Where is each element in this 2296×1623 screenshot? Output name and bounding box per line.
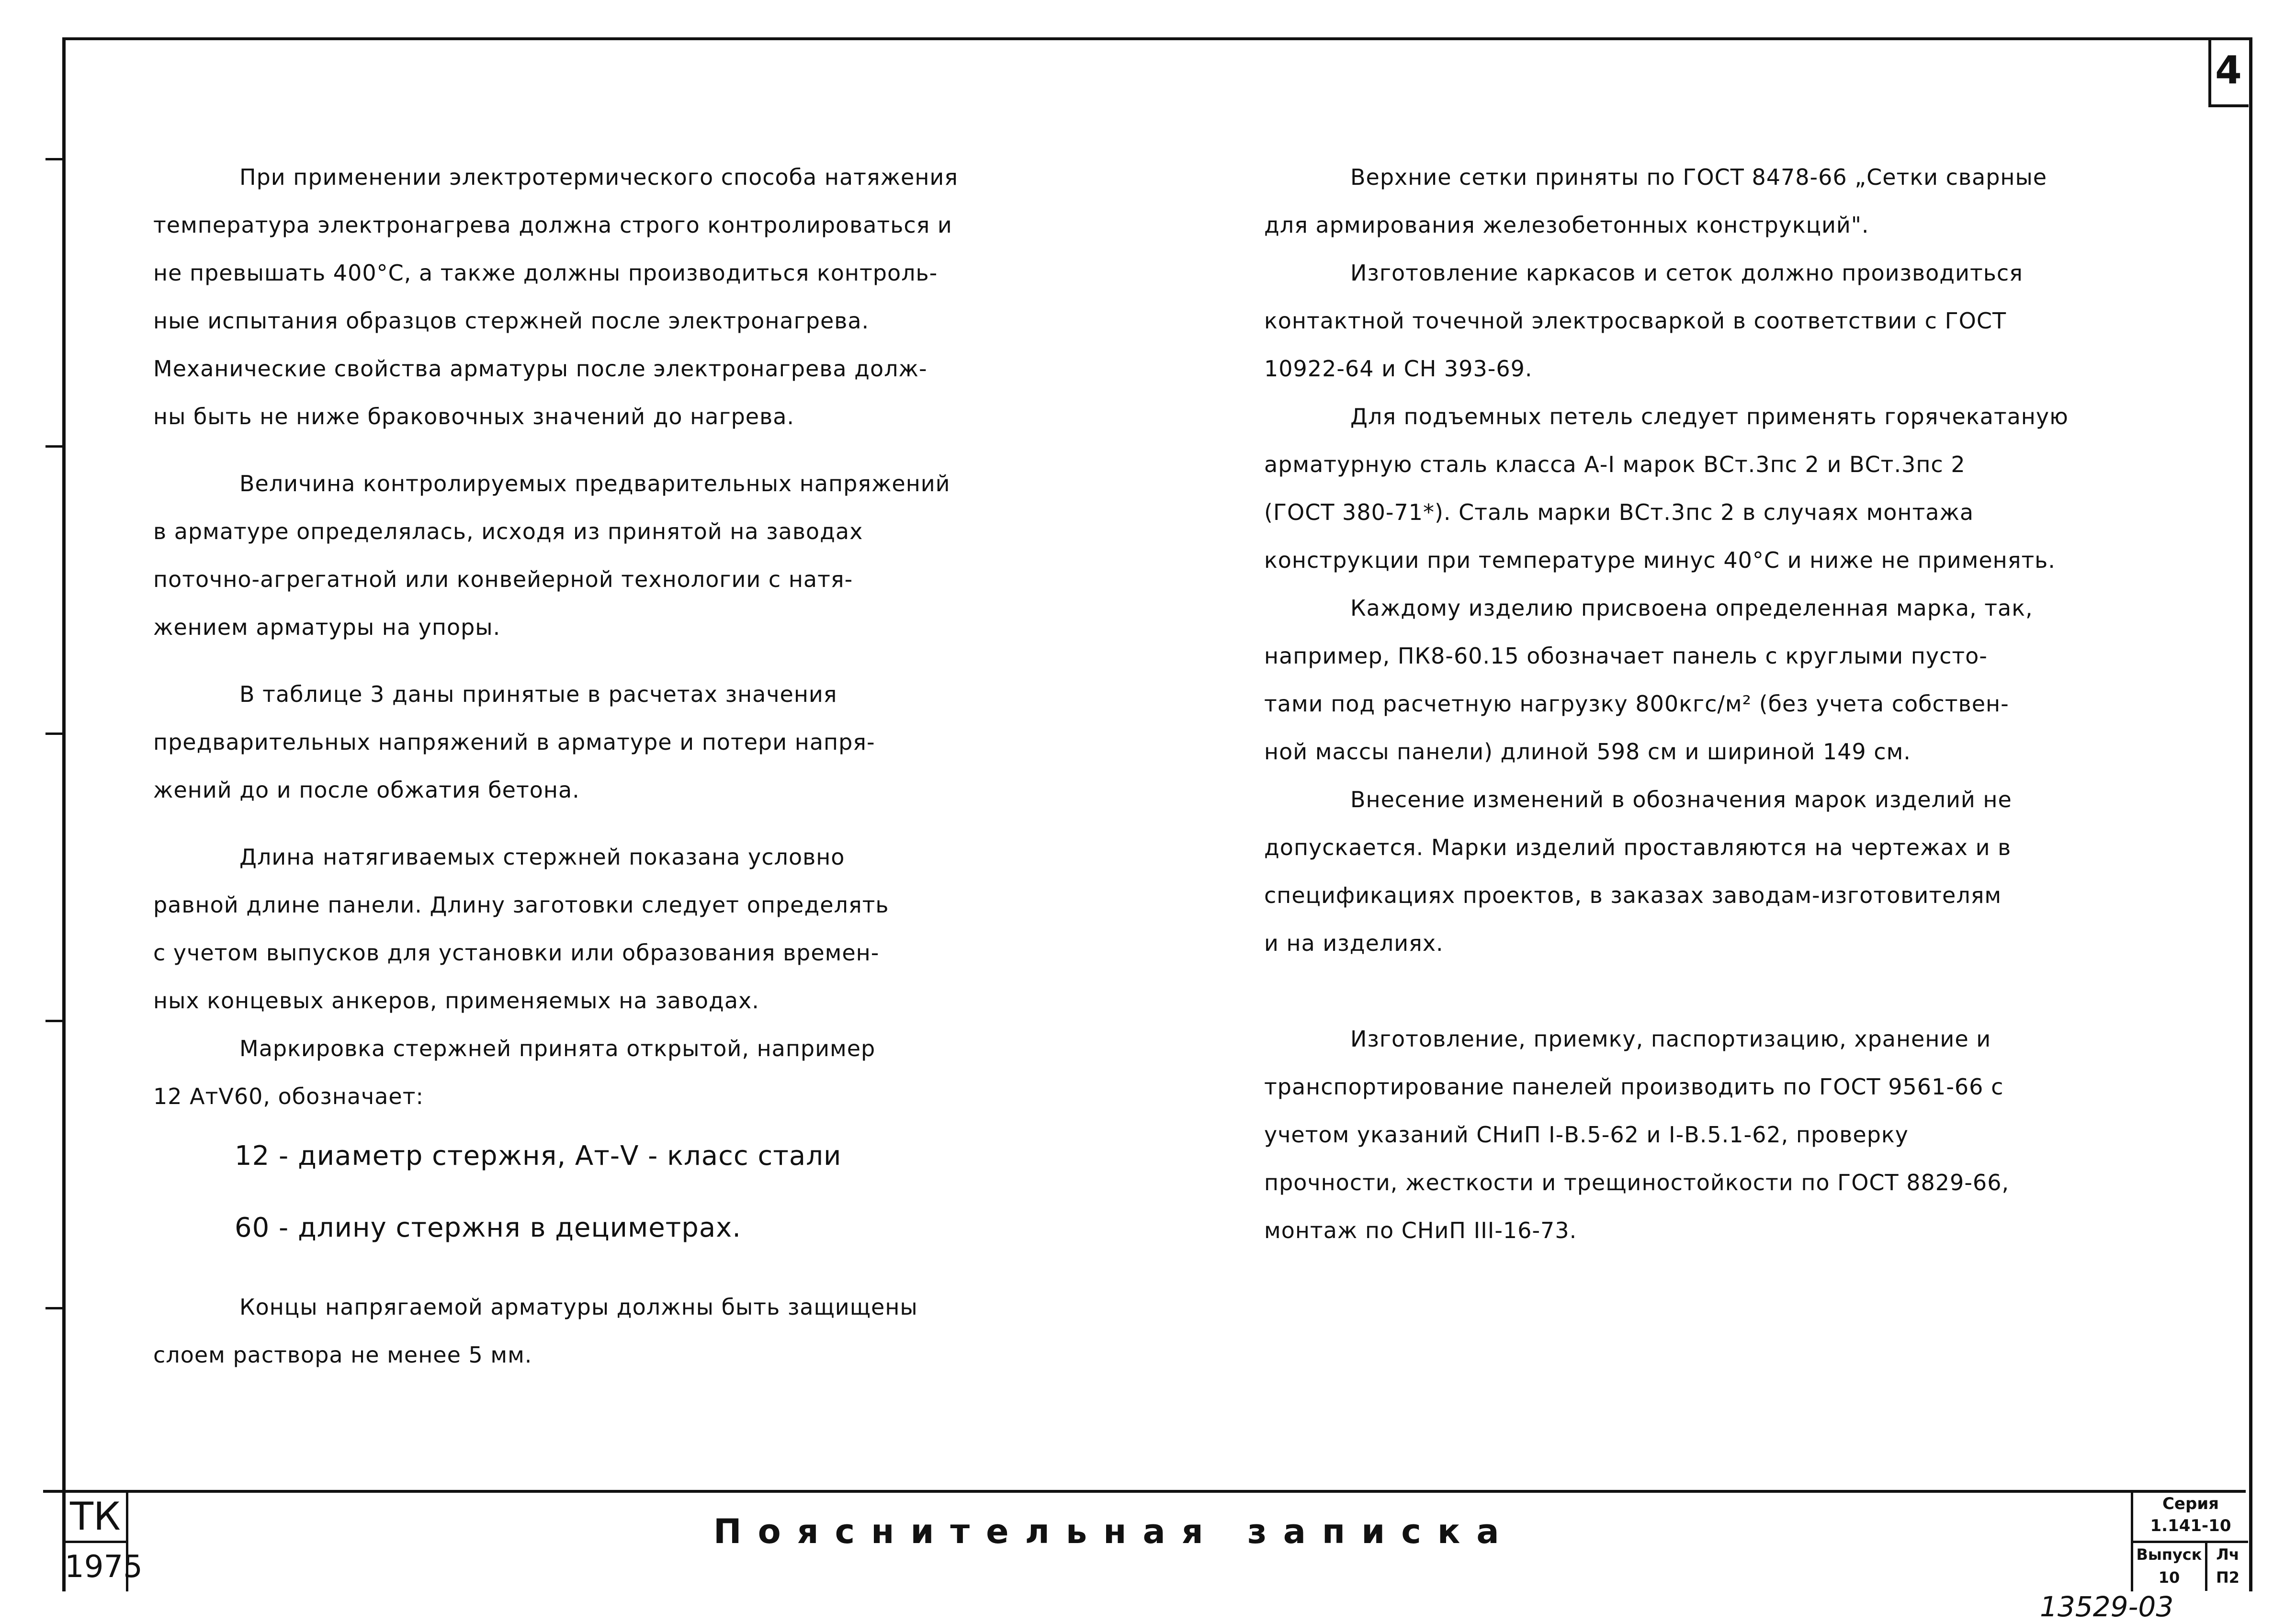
text-line: тами под расчетную нагрузку 800кгс/м² (без учета собствен- (1264, 691, 2009, 717)
text-line: учетом указаний СНиП I-В.5-62 и I-В.5.1-62, проверку (1264, 1122, 1909, 1148)
text-line: ной массы панели) длиной 598 см и шириной 149 см. (1264, 739, 1911, 765)
text-line: Концы напрягаемой арматуры должны быть защищены (239, 1294, 918, 1320)
text-line: 12 АтV60, обозначает: (153, 1083, 424, 1109)
series-cell (2133, 1493, 2248, 1543)
text-line: не превышать 400°C, а также должны производиться контроль- (153, 260, 938, 286)
sheet-cell (2207, 1543, 2248, 1591)
text-line: и на изделиях. (1264, 930, 1444, 956)
text-line: прочности, жесткости и трещиностойкости по ГОСТ 8829-66, (1264, 1170, 2010, 1195)
sheet-number: 4 (2215, 48, 2242, 92)
text-line: (ГОСТ 380-71*). Сталь марки ВСт.3пс 2 в случаях монтажа (1264, 499, 1974, 525)
text-line: Величина контролируемых предварительных напряжений (239, 471, 950, 496)
text-line: равной длине панели. Длину заготовки следует определять (153, 892, 889, 918)
text-line: транспортирование панелей производить по ГОСТ 9561-66 с (1264, 1074, 2004, 1100)
text-line: допускается. Марки изделий проставляются на чертежах и в (1264, 834, 2012, 860)
text-line: жением арматуры на упоры. (153, 614, 501, 640)
org-stamp (62, 1493, 143, 1591)
text-line: спецификациях проектов, в заказах заводам-изготовителям (1264, 882, 2002, 908)
year: 1975 (65, 1549, 143, 1585)
text-line: При применении электротермического способа натяжения (239, 164, 958, 190)
org-code: ТК (65, 1493, 126, 1543)
text-line: Внесение изменений в обозначения марок изделий не (1350, 787, 2012, 812)
text-line: жений до и после обжатия бетона. (153, 777, 580, 803)
sheet-label: Лч (2216, 1545, 2239, 1564)
text-line: ных концевых анкеров, применяемых на заводах. (153, 988, 759, 1014)
text-line: слоем раствора не менее 5 мм. (153, 1342, 532, 1368)
text-line: Маркировка стержней принята открытой, например (239, 1036, 876, 1061)
text-line: поточно-агрегатной или конвейерной технологии с натя- (153, 566, 853, 592)
formula-line: 60 - длину стержня в дециметрах. (235, 1212, 742, 1243)
text-line: для армирования железобетонных конструкций". (1264, 212, 1869, 238)
archive-code: 13529-03 (2040, 1590, 2174, 1623)
text-line: Длина натягиваемых стержней показана условно (239, 844, 845, 870)
text-line: конструкции при температуре минус 40°C и ниже не применять. (1264, 547, 2056, 573)
text-line: Каждому изделию присвоена определенная марка, так, (1350, 595, 2033, 621)
text-line: контактной точечной электросваркой в соответствии с ГОСТ (1264, 308, 2007, 334)
left-column (153, 153, 958, 1379)
title-block (43, 1490, 2246, 1591)
frame-tick (45, 1307, 66, 1309)
text-line: Изготовление, приемку, паспортизацию, хранение и (1350, 1026, 1991, 1052)
text-line: например, ПК8-60.15 обозначает панель с круглыми пусто- (1264, 643, 1988, 669)
text-line: арматурную сталь класса А-I марок ВСт.3пс 2 и ВСт.3пс 2 (1264, 451, 1966, 477)
issue-value: 10 (2158, 1568, 2180, 1587)
series-value: 1.141-10 (2150, 1516, 2231, 1535)
text-line: 10922-64 и СН 393-69. (1264, 356, 1533, 382)
frame-tick (45, 445, 66, 448)
text-line: ны быть не ниже браковочных значений до нагрева. (153, 404, 795, 429)
issue-cell (2133, 1543, 2207, 1591)
frame-tick (45, 158, 66, 160)
text-line: Верхние сетки приняты по ГОСТ 8478-66 „Сетки сварные (1350, 164, 2047, 190)
text-line: Для подъемных петель следует применять горячекатаную (1350, 404, 2069, 429)
formula-line: 12 - диаметр стержня, Ат-V - класс стали (235, 1140, 842, 1172)
text-line: температура электронагрева должна строго контролироваться и (153, 212, 952, 238)
text-line: монтаж по СНиП III-16-73. (1264, 1217, 1577, 1243)
text-line: ные испытания образцов стержней после электронагрева. (153, 308, 870, 334)
frame-tick (45, 733, 66, 735)
sheet-value: П2 (2216, 1568, 2240, 1587)
series-label: Серия (2162, 1494, 2219, 1513)
series-stamp (2131, 1493, 2248, 1591)
right-column (1264, 153, 2069, 1254)
document-title: Пояснительная записка (713, 1512, 1516, 1551)
issue-label: Выпуск (2136, 1545, 2202, 1564)
text-line: Изготовление каркасов и сеток должно производиться (1350, 260, 2023, 286)
text-line: с учетом выпусков для установки или образования времен- (153, 940, 880, 966)
text-line: в арматуре определялась, исходя из принятой на заводах (153, 518, 863, 544)
text-line: В таблице 3 даны принятые в расчетах значения (239, 681, 837, 707)
text-line: предварительных напряжений в арматуре и потери напря- (153, 729, 875, 755)
text-line: Механические свойства арматуры после электронагрева долж- (153, 356, 927, 382)
frame-tick (45, 1020, 66, 1022)
